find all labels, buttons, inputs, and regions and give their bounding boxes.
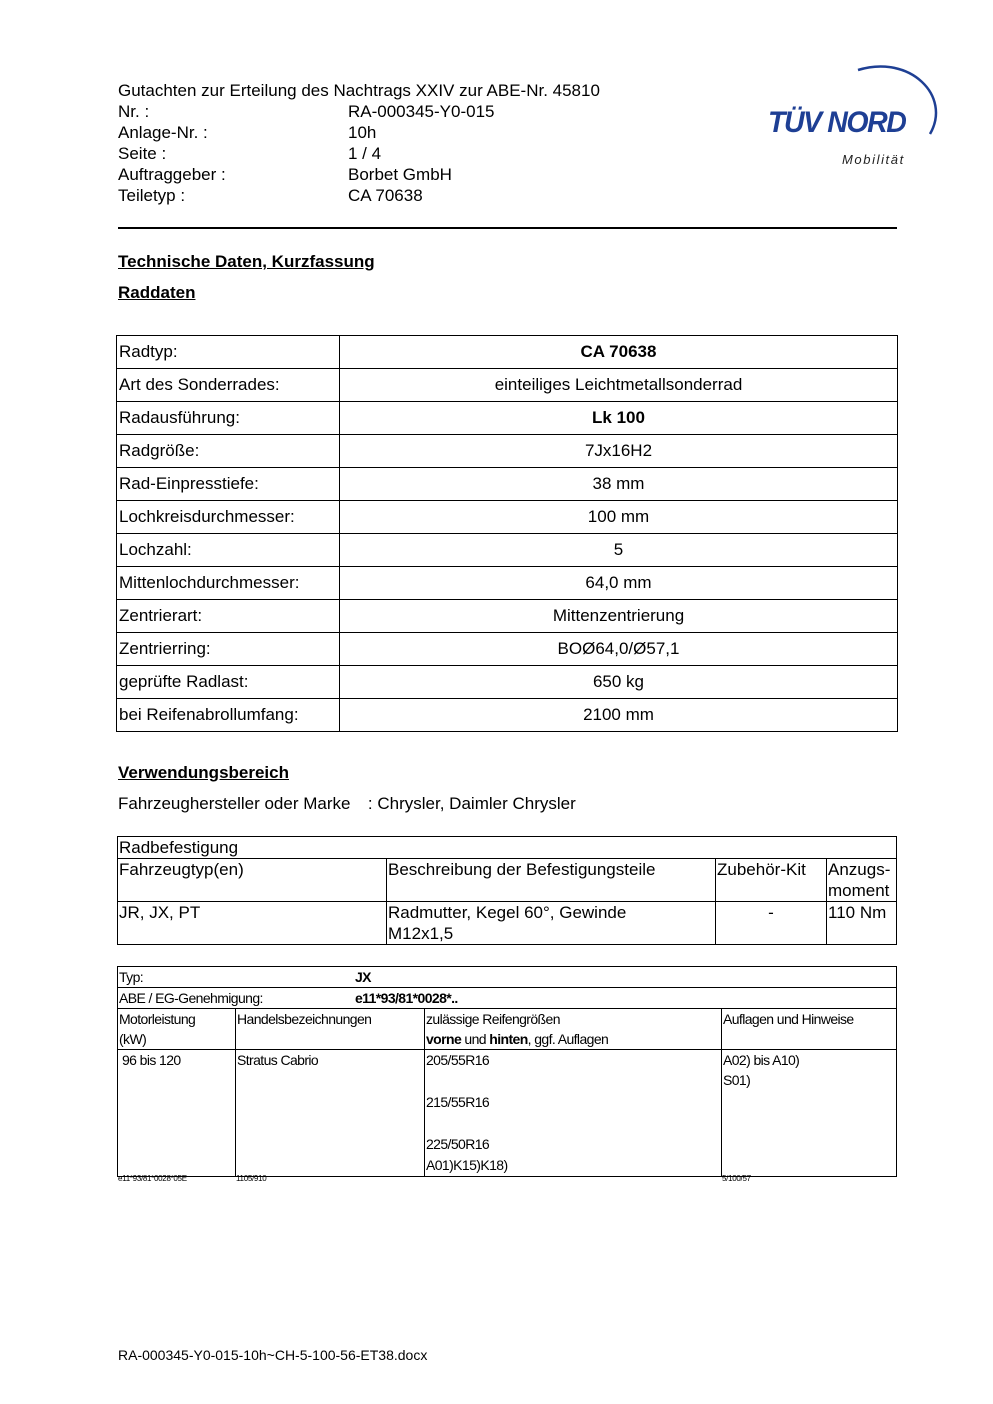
logo-subtitle: Mobilität xyxy=(842,152,905,167)
header-value: CA 70638 xyxy=(348,186,423,205)
header-label: Seite : xyxy=(118,144,167,163)
raddaten-value: CA 70638 xyxy=(340,336,898,369)
table-row xyxy=(117,501,898,534)
header-row-seite xyxy=(118,143,600,164)
column-header-anzugsmoment xyxy=(827,859,897,902)
table-row xyxy=(117,699,898,732)
cell-line: M12x1,5 xyxy=(388,924,454,943)
header-line: Motorleistung xyxy=(119,1011,196,1027)
column-header-auflagen: Auflagen und Hinweise xyxy=(722,1009,897,1050)
cell-beschreibung xyxy=(387,902,716,945)
header-label: Anlage-Nr. : xyxy=(118,123,208,142)
header-row-anlage xyxy=(118,122,600,143)
header-text: , ggf. Auflagen xyxy=(527,1031,609,1047)
radbefestigung-title: Radbefestigung xyxy=(118,837,897,859)
raddaten-value: 64,0 mm xyxy=(340,567,898,600)
raddaten-label: geprüfte Radlast: xyxy=(117,666,340,699)
cell-handelsbezeichnung: Stratus Cabrio xyxy=(236,1050,425,1177)
abe-row xyxy=(118,988,897,1009)
column-header-motorleistung xyxy=(118,1009,236,1050)
table-row xyxy=(117,633,898,666)
table-row xyxy=(118,967,897,988)
raddaten-value: 38 mm xyxy=(340,468,898,501)
cell-line: 205/55R16 xyxy=(426,1052,490,1068)
raddaten-label: Mittenlochdurchmesser: xyxy=(117,567,340,600)
raddaten-value: BOØ64,0/Ø57,1 xyxy=(340,633,898,666)
column-header-reifengroessen xyxy=(425,1009,722,1050)
table-row xyxy=(117,336,898,369)
cell-line: S01) xyxy=(723,1072,751,1088)
cell-line: 215/55R16 xyxy=(426,1094,490,1110)
header-label: Teiletyp : xyxy=(118,186,186,205)
table-row xyxy=(117,369,898,402)
raddaten-value: 7Jx16H2 xyxy=(340,435,898,468)
manufacturer-separator: : xyxy=(367,794,373,813)
header-value: 10h xyxy=(348,123,377,142)
cell-fahrzeugtyp: JR, JX, PT xyxy=(118,902,387,945)
table-row xyxy=(117,468,898,501)
typ-row xyxy=(118,967,897,988)
typ-value: JX xyxy=(355,969,371,985)
cell-auflagen xyxy=(722,1050,897,1177)
cell-line: A01)K15)K18) xyxy=(426,1157,508,1173)
header-line: moment xyxy=(828,881,890,900)
table-row xyxy=(117,666,898,699)
header-text: und xyxy=(461,1031,490,1047)
table-row xyxy=(118,1009,897,1050)
document-header xyxy=(118,80,600,206)
raddaten-value: 2100 mm xyxy=(340,699,898,732)
header-label: Nr. : xyxy=(118,102,150,121)
raddaten-value: einteiliges Leichtmetallsonderrad xyxy=(340,369,898,402)
table-row xyxy=(117,435,898,468)
raddaten-label: Lochzahl: xyxy=(117,534,340,567)
header-line xyxy=(426,1029,720,1049)
cell-text: 96 bis 120 xyxy=(122,1052,181,1068)
header-label: Auftraggeber : xyxy=(118,165,226,184)
header-row-auftraggeber xyxy=(118,164,600,185)
table-row xyxy=(118,988,897,1009)
approval-code: 1105/910 xyxy=(236,1174,267,1183)
raddaten-table xyxy=(116,335,898,732)
manufacturer-value: Chrysler, Daimler Chrysler xyxy=(377,794,576,813)
tuev-nord-logo xyxy=(760,56,940,176)
section-heading-raddaten: Raddaten xyxy=(118,283,196,302)
cell-reifengroessen xyxy=(425,1050,722,1177)
header-line: zulässige Reifengrößen xyxy=(426,1011,560,1027)
cell-anzugsmoment: 110 Nm xyxy=(827,902,897,945)
raddaten-label: bei Reifenabrollumfang: xyxy=(117,699,340,732)
raddaten-label: Radausführung: xyxy=(117,402,340,435)
raddaten-label: Radtyp: xyxy=(117,336,340,369)
document-footer-filename: RA-000345-Y0-015-10h~CH-5-100-56-ET38.docx xyxy=(118,1347,428,1363)
cell-line xyxy=(426,1071,720,1092)
logo-wordmark: TÜV NORD xyxy=(768,106,906,139)
header-line: (kW) xyxy=(119,1031,147,1047)
column-header-handelsbezeichnungen: Handelsbezeichnungen xyxy=(236,1009,425,1050)
header-divider xyxy=(118,227,897,229)
header-bold: vorne xyxy=(426,1031,462,1047)
raddaten-value: 650 kg xyxy=(340,666,898,699)
raddaten-value: Lk 100 xyxy=(340,402,898,435)
raddaten-label: Art des Sonderrades: xyxy=(117,369,340,402)
table-row xyxy=(117,534,898,567)
table-row xyxy=(117,567,898,600)
fahrzeugtyp-table xyxy=(117,966,897,1177)
cell-zubehoer-kit: - xyxy=(716,902,827,945)
raddaten-value: Mittenzentrierung xyxy=(340,600,898,633)
document-title: Gutachten zur Erteilung des Nachtrags XXIV zur ABE-Nr. 45810 xyxy=(118,81,600,100)
raddaten-label: Rad-Einpresstiefe: xyxy=(117,468,340,501)
raddaten-value: 100 mm xyxy=(340,501,898,534)
raddaten-label: Lochkreisdurchmesser: xyxy=(117,501,340,534)
header-value: Borbet GmbH xyxy=(348,165,452,184)
abe-value: e11*93/81*0028*.. xyxy=(355,990,458,1006)
table-row xyxy=(118,837,897,859)
table-row xyxy=(117,402,898,435)
approval-code: 5/100/57 xyxy=(722,1174,751,1183)
header-value: 1 / 4 xyxy=(348,144,382,163)
raddaten-label: Zentrierring: xyxy=(117,633,340,666)
radbefestigung-table xyxy=(117,836,897,945)
raddaten-label: Radgröße: xyxy=(117,435,340,468)
header-row-nr xyxy=(118,101,600,122)
cell-line: Radmutter, Kegel 60°, Gewinde xyxy=(388,903,627,922)
typ-label: Typ: xyxy=(119,969,144,985)
column-header-zubehoer-kit: Zubehör-Kit xyxy=(716,859,827,902)
abe-label: ABE / EG-Genehmigung: xyxy=(119,990,263,1006)
section-heading-verwendungsbereich: Verwendungsbereich xyxy=(118,763,289,782)
table-row xyxy=(118,902,897,945)
cell-line: A02) bis A10) xyxy=(723,1052,800,1068)
section-heading-technische-daten: Technische Daten, Kurzfassung xyxy=(118,252,375,271)
vehicle-manufacturer-line xyxy=(118,794,576,814)
cell-line: 225/50R16 xyxy=(426,1136,490,1152)
header-bold: hinten xyxy=(489,1031,528,1047)
manufacturer-label: Fahrzeughersteller oder Marke xyxy=(118,794,351,813)
column-header-fahrzeugtyp: Fahrzeugtyp(en) xyxy=(118,859,387,902)
table-row xyxy=(117,600,898,633)
raddaten-value: 5 xyxy=(340,534,898,567)
column-header-beschreibung: Beschreibung der Befestigungsteile xyxy=(387,859,716,902)
approval-code: e11*93/81*0028*05E xyxy=(118,1174,187,1183)
header-row-teiletyp xyxy=(118,185,600,206)
cell-motorleistung xyxy=(118,1050,236,1177)
cell-line xyxy=(426,1113,720,1134)
header-value: RA-000345-Y0-015 xyxy=(348,102,495,121)
header-line: Anzugs- xyxy=(828,860,891,879)
table-row xyxy=(118,859,897,902)
raddaten-label: Zentrierart: xyxy=(117,600,340,633)
table-row xyxy=(118,1050,897,1177)
